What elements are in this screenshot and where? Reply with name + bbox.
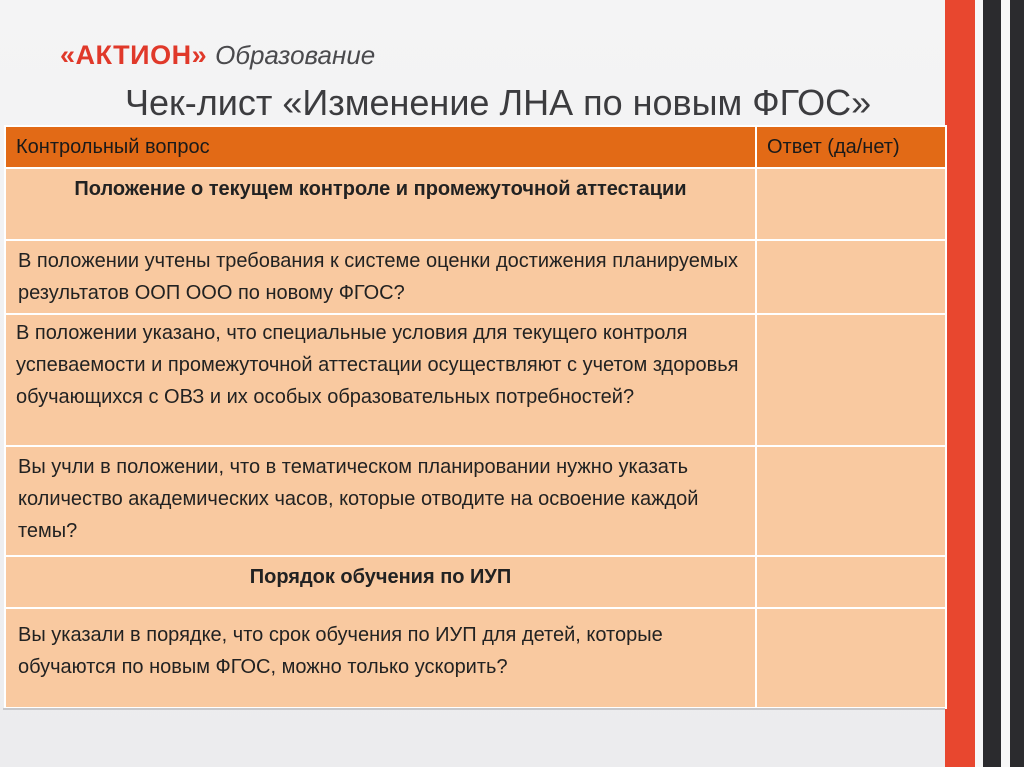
answer-cell[interactable]	[756, 608, 946, 708]
answer-cell[interactable]	[756, 556, 946, 608]
table-row	[5, 556, 946, 608]
table-row	[5, 446, 946, 556]
decor-stripe	[1001, 0, 1010, 767]
decor-stripe	[1010, 0, 1024, 767]
section-heading: Порядок обучения по ИУП	[5, 556, 756, 608]
answer-cell[interactable]	[756, 314, 946, 446]
logo-brand: «АКТИОН»	[60, 39, 208, 70]
question-cell: В положении указано, что специальные условия для текущего контроля успеваемости и промежуточной аттестации осуществляют с учетом здоровья обучающихся с ОВЗ и их особых образовательных потребностей?	[5, 314, 756, 446]
table-header-row	[5, 126, 946, 168]
checklist-table	[4, 125, 947, 709]
table-row	[5, 314, 946, 446]
table-row	[5, 240, 946, 314]
question-cell: В положении учтены требования к системе оценки достижения планируемых результатов ООП ООО по новому ФГОС?	[5, 240, 756, 314]
decor-stripe	[975, 0, 983, 767]
decor-stripe	[945, 0, 975, 767]
logo	[60, 37, 375, 73]
logo-subtitle: Образование	[215, 39, 376, 70]
table-row	[5, 168, 946, 240]
answer-cell[interactable]	[756, 240, 946, 314]
question-cell: Вы указали в порядке, что срок обучения по ИУП для детей, которые обучаются по новым ФГОС, можно только ускорить?	[5, 608, 756, 708]
slide-title: Чек-лист «Изменение ЛНА по новым ФГОС»	[125, 82, 872, 123]
table-row	[5, 608, 946, 708]
question-cell: Вы учли в положении, что в тематическом планировании нужно указать количество академических часов, которые отводите на освоение каждой темы?	[5, 446, 756, 556]
decor-stripe	[983, 0, 1001, 767]
divider	[3, 708, 945, 710]
header-answer: Ответ (да/нет)	[756, 126, 946, 168]
header-question: Контрольный вопрос	[5, 126, 756, 168]
section-heading: Положение о текущем контроле и промежуточной аттестации	[5, 168, 756, 240]
answer-cell[interactable]	[756, 446, 946, 556]
answer-cell[interactable]	[756, 168, 946, 240]
